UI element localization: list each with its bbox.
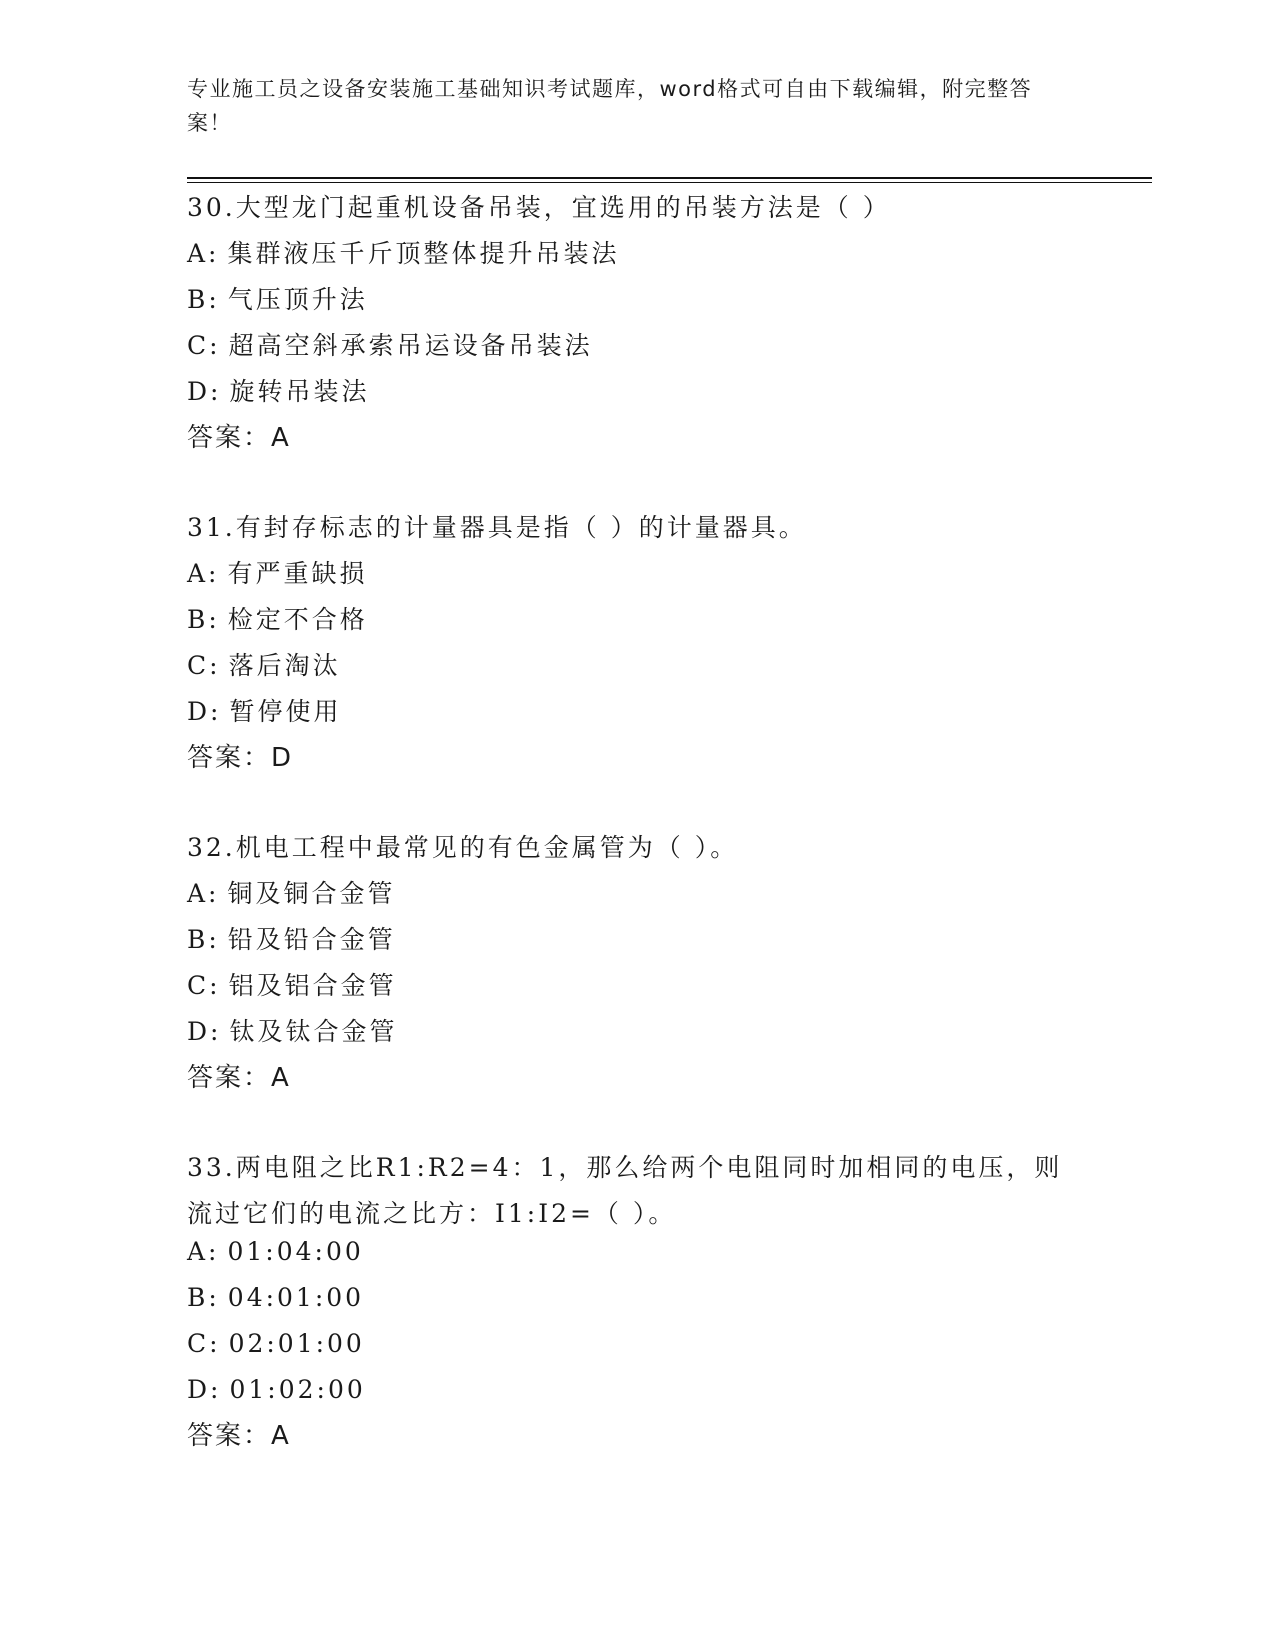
option-text: 01:04:00 (227, 1237, 364, 1266)
option-letter: C: (187, 1329, 221, 1358)
option-text: 落后淘汰 (228, 651, 341, 680)
document-header: 专业施工员之设备安装施工基础知识考试题库，word格式可自由下载编辑，附完整答案！ (187, 77, 1033, 135)
option-letter: D: (187, 1017, 222, 1046)
option-text: 01:02:00 (229, 1375, 366, 1404)
option-letter: D: (187, 377, 222, 406)
answer-line: 答案：D (187, 743, 294, 773)
option-d (187, 1017, 1087, 1063)
option-text: 有严重缺损 (227, 559, 368, 588)
option-letter: B: (187, 925, 220, 954)
header-divider-thick (187, 177, 1152, 179)
question-33 (187, 1145, 1087, 1467)
answer-line: 答案：A (187, 423, 291, 453)
option-text: 钛及钛合金管 (229, 1017, 398, 1046)
option-letter: A: (187, 879, 220, 908)
option-letter: C: (187, 971, 221, 1000)
option-a (187, 879, 1087, 925)
option-text: 超高空斜承索吊运设备吊装法 (228, 331, 593, 360)
option-letter: C: (187, 651, 221, 680)
option-letter: B: (187, 1283, 220, 1312)
question-stem: 31.有封存标志的计量器具是指（ ）的计量器具。 (187, 513, 807, 542)
option-c (187, 971, 1087, 1017)
option-text: 旋转吊装法 (229, 377, 370, 406)
question-30 (187, 193, 1087, 469)
answer-line: 答案：A (187, 1421, 291, 1451)
option-b (187, 285, 1087, 331)
option-text: 气压顶升法 (227, 285, 368, 314)
option-text: 铜及铜合金管 (227, 879, 396, 908)
option-d (187, 377, 1087, 423)
answer-line: 答案：A (187, 1063, 291, 1093)
option-c (187, 651, 1087, 697)
option-c (187, 1329, 1087, 1375)
option-letter: A: (187, 1237, 220, 1266)
option-a (187, 559, 1087, 605)
option-b (187, 925, 1087, 971)
question-31 (187, 513, 1087, 789)
option-letter: A: (187, 239, 220, 268)
option-c (187, 331, 1087, 377)
option-d (187, 1375, 1087, 1421)
option-text: 检定不合格 (227, 605, 368, 634)
header-divider-thin (187, 182, 1152, 183)
option-letter: D: (187, 697, 222, 726)
option-a (187, 239, 1087, 285)
option-letter: C: (187, 331, 221, 360)
option-letter: B: (187, 285, 220, 314)
option-b (187, 1283, 1087, 1329)
option-text: 铝及铝合金管 (228, 971, 397, 1000)
option-text: 04:01:00 (227, 1283, 365, 1312)
option-b (187, 605, 1087, 651)
option-text: 暂停使用 (229, 697, 342, 726)
option-letter: B: (187, 605, 220, 634)
option-text: 铅及铅合金管 (227, 925, 396, 954)
question-32 (187, 833, 1087, 1109)
option-letter: A: (187, 559, 220, 588)
option-text: 集群液压千斤顶整体提升吊装法 (227, 239, 620, 268)
question-stem: 30.大型龙门起重机设备吊装，宜选用的吊装方法是（ ） (187, 193, 891, 222)
option-a (187, 1237, 1087, 1283)
option-text: 02:01:00 (228, 1329, 365, 1358)
question-stem: 33.两电阻之比R1:R2=4：1，那么给两个电阻同时加相同的电压，则流过它们的电流之比方：I1:I2=（ ）。 (187, 1153, 1063, 1228)
option-d (187, 697, 1087, 743)
option-letter: D: (187, 1375, 222, 1404)
question-stem: 32.机电工程中最常见的有色金属管为（ ）。 (187, 833, 739, 862)
